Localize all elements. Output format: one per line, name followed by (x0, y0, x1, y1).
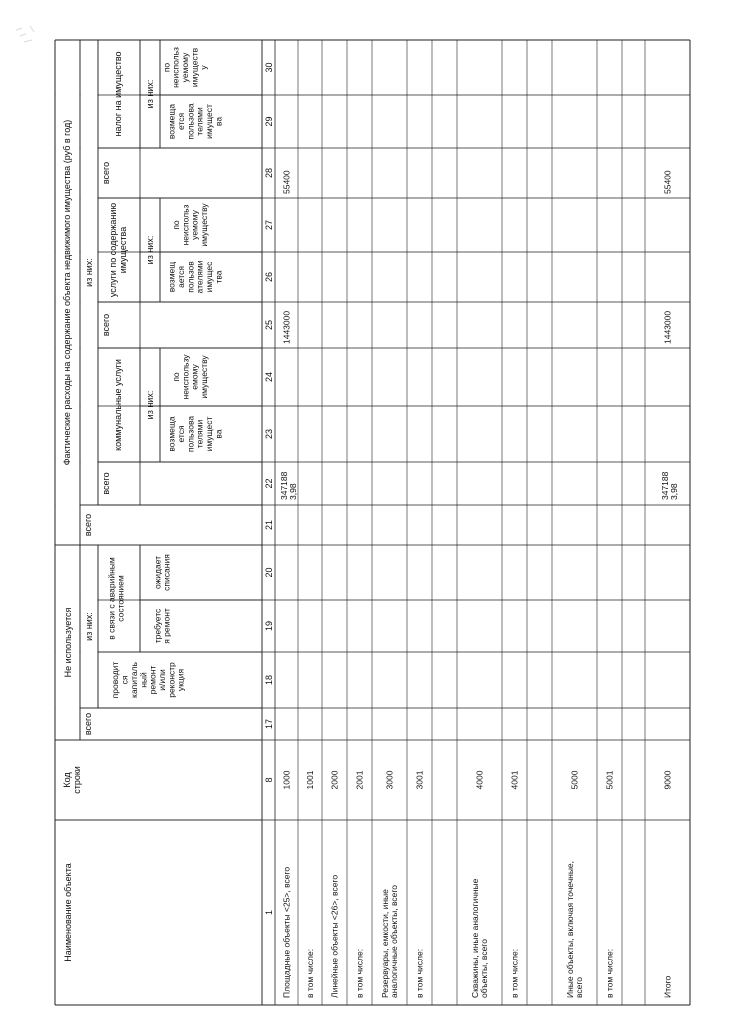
header-object-name: Наименование объекта (63, 863, 74, 962)
table-row-name: Иные объекты, включая точечные,всего (564, 860, 585, 998)
column-number: 22 (264, 478, 275, 489)
column-number: 23 (264, 428, 275, 440)
merged-cell (56, 741, 262, 820)
header-total-25: всего (101, 313, 112, 337)
header-of-them-maintenance: из них: (145, 235, 156, 265)
header-of-them-tax: из них: (145, 79, 156, 109)
table-cell-tax-total: 55400 (281, 170, 292, 194)
table-row-code: 2000 (329, 770, 340, 790)
table-row-code: 9000 (662, 770, 673, 790)
column-number: 25 (264, 319, 275, 331)
table-row-name: в том числе: (604, 948, 615, 998)
table-row-code: 4001 (509, 770, 520, 790)
merged-cell (81, 709, 262, 740)
merged-cell (99, 463, 262, 505)
header-total-28: всего (101, 161, 112, 185)
table-row-code: 5000 (569, 770, 580, 790)
table-row-code: 2001 (354, 770, 365, 790)
column-number: 21 (264, 519, 275, 531)
table-frame (55, 40, 690, 1005)
column-number: 8 (264, 777, 275, 783)
header-capital-repair: проводитсякапитальныйремонти/илиреконструкция (110, 661, 186, 699)
table-cell-communal-total: 3471883,98 (659, 471, 680, 500)
header-reimbursed-26: возмещаетсяпользователямиимущества (166, 260, 224, 294)
table-cell-maintenance-total: 1443000 (281, 310, 292, 344)
header-total-21: всего (83, 513, 94, 537)
merged-cell (99, 149, 262, 198)
table-row-code: 3001 (414, 770, 425, 790)
header-maintenance: услуги по содержаниюимущества (108, 202, 129, 298)
table-row-code: 3000 (384, 770, 395, 790)
header-row-code: Кодстроки (62, 766, 83, 794)
table-row-code: 1001 (305, 770, 315, 790)
column-number: 26 (264, 271, 275, 283)
header-total-17: всего (83, 712, 94, 736)
table-cell-communal-total: 3471883,98 (278, 471, 299, 500)
table-row-name: Резервуары, емкости, иныеаналогичные объекты, всего (379, 884, 400, 998)
header-reimbursed-23: возмещаетсяпользователямиимущества (166, 415, 224, 453)
table-row-code: 1000 (281, 770, 292, 790)
header-total-22: всего (101, 472, 112, 495)
header-of-them-notused: из них: (84, 612, 95, 641)
header-property-tax: налог на имущество (113, 51, 124, 137)
table-cell-tax-total: 55400 (662, 170, 673, 194)
column-number: 18 (264, 674, 275, 686)
column-number: 24 (264, 371, 275, 383)
table-row-name: в том числе: (509, 948, 520, 998)
header-emergency: в связи с аварийнымсостоянием (106, 557, 126, 640)
table-row-code: 4000 (474, 770, 485, 790)
column-number: 17 (264, 718, 275, 730)
header-communal: коммунальные услуги (113, 359, 124, 451)
table-row-name: в том числе: (354, 948, 365, 998)
merged-cell (81, 506, 262, 545)
table-row-code: 5001 (604, 770, 615, 790)
column-number: 28 (264, 167, 275, 179)
column-number: 27 (264, 219, 275, 231)
table-row-name: Итого (662, 975, 673, 998)
header-not-used: Не используется (63, 607, 74, 678)
table-row-name: в том числе: (305, 948, 315, 998)
table-cell-maintenance-total: 1443000 (662, 310, 673, 344)
table-row-name: Линейные объекты <26>, всего (329, 874, 340, 998)
column-number: 20 (264, 567, 275, 578)
table-row-name: Скважины, иные аналогичныеобъекты, всего (469, 878, 490, 998)
column-number: 19 (264, 620, 275, 632)
header-unused-30: понеиспользуемомуимуществу (161, 47, 209, 88)
header-awaits-writeoff: ожидаетсписания (152, 554, 172, 591)
column-number: 1 (264, 909, 275, 916)
header-reimbursed-29: возмещаетсяпользователямиимущества (166, 103, 224, 140)
merged-cell (99, 303, 262, 348)
column-number: 29 (264, 116, 275, 127)
column-number: 30 (264, 62, 275, 73)
header-of-them-expenses: из них: (84, 258, 95, 287)
merged-cell (56, 821, 262, 1005)
scan-artifact-mark (12, 22, 42, 52)
table-row-name: в том числе: (414, 948, 425, 998)
header-unused-27: понеиспользуемомуимуществу (170, 203, 209, 247)
header-needs-repair: требуется ремонт (152, 608, 172, 644)
header-of-them-communal: из них: (145, 390, 156, 420)
header-unused-24: понеиспользуемомуимуществу (170, 354, 209, 400)
table-row-name: Площадные объекты <25>, всего (281, 866, 292, 998)
header-actual-expenses: Фактические расходы на содержание объекта недвижимого имущества (руб в год) (62, 119, 73, 466)
